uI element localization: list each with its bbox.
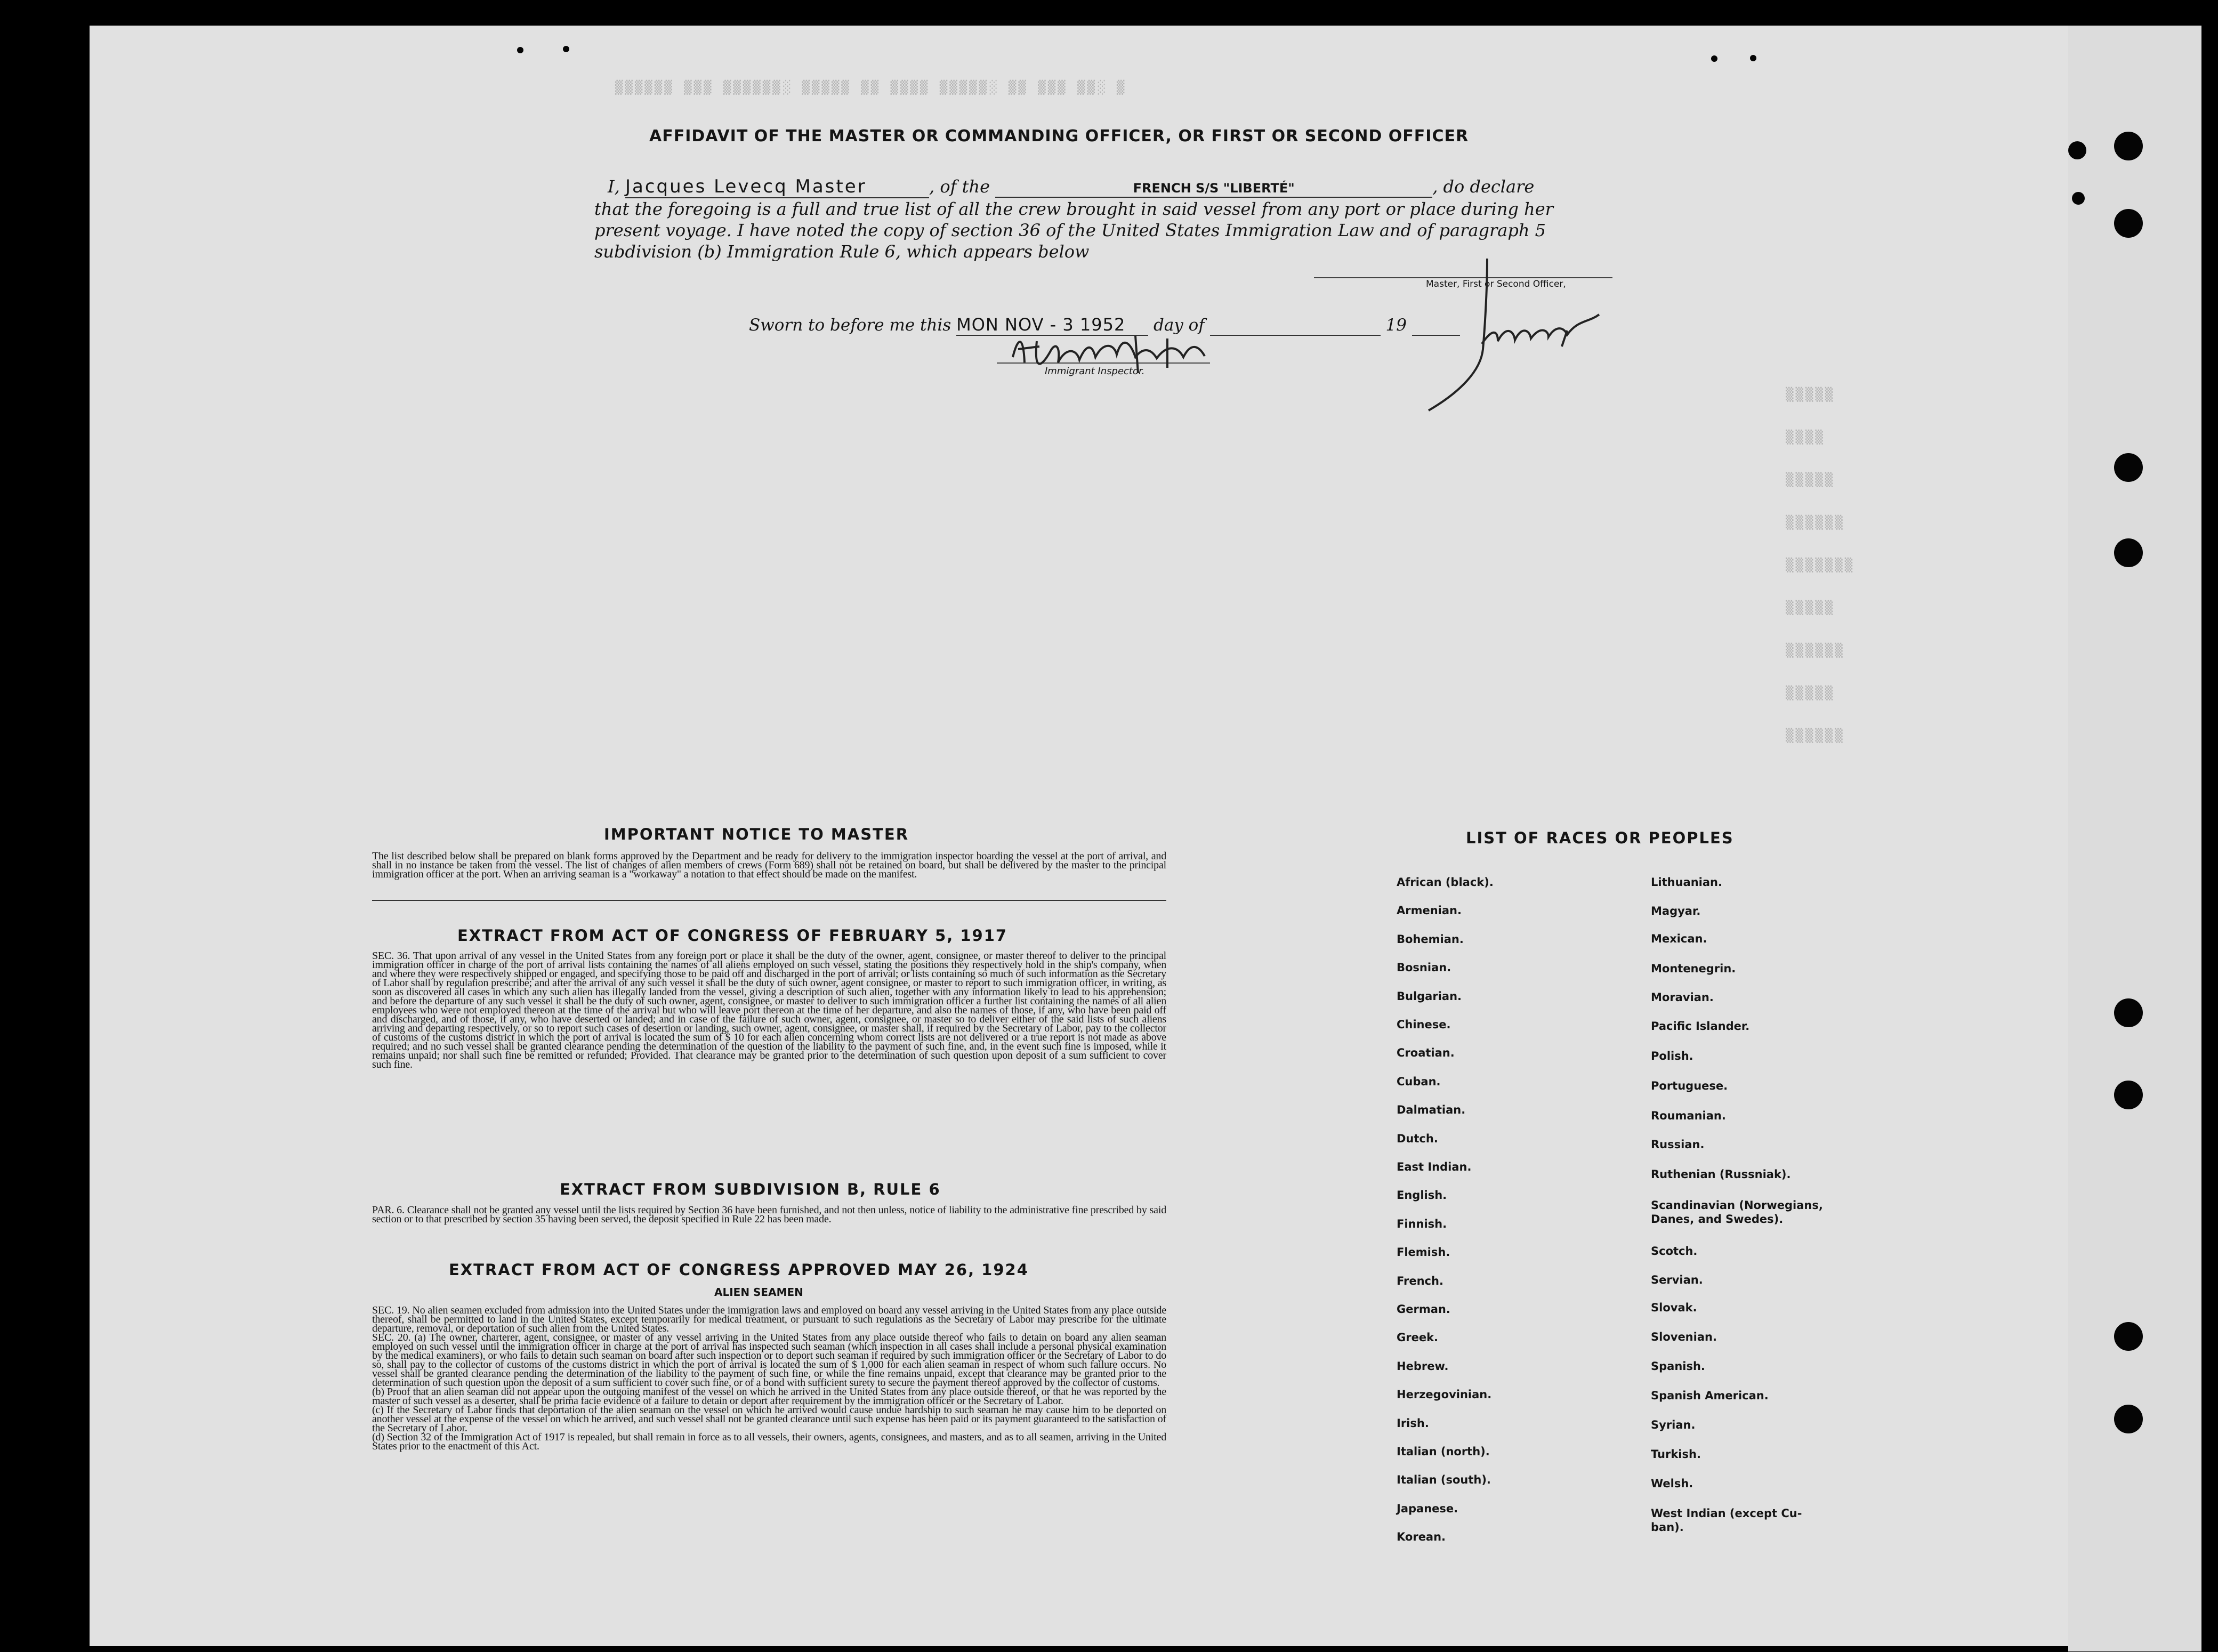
race-item: Scandinavian (Norwegians, bbox=[1651, 1199, 1823, 1212]
race-item: Dalmatian. bbox=[1397, 1103, 1466, 1117]
race-item: Moravian. bbox=[1651, 991, 1714, 1004]
year-prefix: 19 bbox=[1385, 316, 1407, 335]
vessel-field bbox=[995, 176, 1432, 198]
bleed-through: ▒▒▒▒▒ ▒▒▒▒ ▒▒▒▒▒ ▒▒▒▒▒▒ ▒▒▒▒▒▒▒ ▒▒▒▒▒ ▒▒▒▒▒▒ ▒▒▒▒▒ ▒▒▒▒▒▒ bbox=[1786, 387, 1855, 743]
race-item: Slovenian. bbox=[1651, 1331, 1717, 1343]
extract-1924-subtitle: ALIEN SEAMEN bbox=[714, 1286, 803, 1299]
race-item: Danes, and Swedes). bbox=[1651, 1213, 1784, 1226]
day-of-label: day of bbox=[1153, 316, 1205, 335]
race-item: East Indian. bbox=[1397, 1161, 1472, 1173]
extract-1917-title: EXTRACT FROM ACT OF CONGRESS OF FEBRUARY 5, 1917 bbox=[457, 926, 1008, 945]
race-item: Dutch. bbox=[1397, 1132, 1438, 1145]
inspector-signature bbox=[1007, 325, 1231, 384]
race-item: Spanish American. bbox=[1651, 1389, 1769, 1402]
race-item: Servian. bbox=[1651, 1274, 1703, 1286]
punch-hole bbox=[2114, 1322, 2143, 1351]
punch-hole bbox=[2072, 192, 2085, 205]
race-item: Japanese. bbox=[1397, 1502, 1458, 1515]
race-item: Bulgarian. bbox=[1397, 989, 1462, 1003]
date-stamp: MON NOV - 3 1952 bbox=[956, 315, 1126, 335]
race-item: Slovak. bbox=[1651, 1301, 1697, 1314]
mark bbox=[517, 47, 523, 53]
punch-hole bbox=[2114, 209, 2143, 238]
race-item: Bosnian. bbox=[1397, 961, 1451, 974]
punch-hole bbox=[2068, 141, 2086, 159]
mark bbox=[563, 46, 569, 52]
i-label: I, bbox=[608, 176, 620, 197]
race-item: ban). bbox=[1651, 1521, 1684, 1534]
race-item: Irish. bbox=[1397, 1416, 1429, 1430]
sworn-prefix: Sworn to before me this bbox=[749, 316, 951, 335]
race-item: Welsh. bbox=[1651, 1477, 1693, 1490]
race-item: Herzegovinian. bbox=[1397, 1388, 1492, 1401]
master-signature bbox=[1418, 256, 1620, 416]
race-item: Scotch. bbox=[1651, 1245, 1698, 1258]
notice-title: IMPORTANT NOTICE TO MASTER bbox=[604, 825, 909, 843]
extract-1917-text: SEC. 36. That upon arrival of any vessel in the United States from any foreign port or place it shall be the duty of the owner, agent, consignee, or master thereof to deliver to the principal immigration officer in charge of the port of arrival lists containing the names of all aliens employed on such vessel, stating the positions they respectively hold in the ship's company, when and where they were respectively shipped or engaged, and specifying those to be paid off and discharged in the port of arrival; or lists containing so much of such information as the Secretary of Labor shall by regulation prescribe; and after the arrival of any such vessel it shall be the duty of such owner, agent consignee, or master to report to such immigration officer, in writing, as soon as discovered all cases in which any such alien has illegally landed from the vessel, giving a description of such alien, together with any information likely to lead to his apprehension; and before the departure of any such vessel it shall be the duty of such owner, agent, consignee, or master to deliver to such immigration officer a further list containing the names of all alien employees who were not employed thereon at the time of the arrival but who will leave port thereon at the time of her departure, and also the names of those, if any, who have been paid off and discharged, and of those, if any, who have deserted or landed; and in case of the failure of such owner, agent, consignee, or master so to deliver either of the said lists of such aliens arriving and departing respectively, or so to report such cases of desertion or landing, such owner, agent, consignee, or master shall, if required by the Secretary of Labor, pay to the collector of customs of the customs district in which the port of arrival is located the sum of $ 10 for each alien concerning whom correct lists are not delivered or a true report is not made as above required; and no such vessel shall be granted clearance pending the determination of the question of the liability to the payment of such fine, and, in the event such fine is imposed, while it remains unpaid; nor shall such fine be remitted or refunded; Provided. That clearance may be granted prior to the determination of such question upon deposit of a sum sufficient to cover such fine. bbox=[372, 950, 1166, 1070]
race-item: Armenian. bbox=[1397, 904, 1462, 917]
races-title: LIST OF RACES OR PEOPLES bbox=[1466, 829, 1734, 847]
extract-rule6-text: PAR. 6. Clearance shall not be granted any vessel until the lists required by Section 36 have been furnished, and not then unless, notice of liability to the administrative fine prescribed by said section or to that prescribed by section 35 having been served, the deposit specified in Rule 22 has been made. bbox=[372, 1204, 1166, 1225]
sec20a-text: SEC. 20. (a) The owner, charterer, agent, consignee, or master of any vessel arriving in the United States from any place outside thereof who fails to detain on board any alien seaman employed on such vessel until the immigration officer in charge at the port of arrival has inspected such seaman (which inspection in all cases shall include a personal physical examination by the medical examiners), or who fails to detain such seaman on board after such inspection or to deport such seaman if required by such immigration officer or the Secretary of Labor to do so, shall pay to the collector of customs of the customs district in which the port of arrival is located the sum of $ 1,000 for each alien seaman in respect of whom such failure occurs. No vessel shall be granted clearance pending the determination of the liability to the payment of such fine, or while the fine remains unpaid, except that clearance may be granted prior to the determination of such question upon the deposit of a sum sufficient to cover such fine, or of a bond with sufficient surety to secure the payment thereof approved by the collector of customs. bbox=[372, 1332, 1166, 1389]
race-item: Pacific Islander. bbox=[1651, 1020, 1750, 1033]
race-item: Portuguese. bbox=[1651, 1079, 1728, 1092]
punch-hole bbox=[2114, 1405, 2143, 1433]
bleed-through: ▒ ░▒▒ ▒▒▒ ▒▒ ░▒▒▒▒▒ ▒▒▒▒ ▒▒ ▒▒▒▒▒ ░▒▒▒▒▒▒ ▒▒▒ ▒▒▒▒▒▒ bbox=[613, 80, 1125, 95]
extract-1924-text bbox=[372, 1306, 1166, 1451]
race-item: English. bbox=[1397, 1189, 1447, 1202]
race-item: German. bbox=[1397, 1303, 1450, 1316]
race-item: Roumanian. bbox=[1651, 1109, 1726, 1122]
punch-hole bbox=[2114, 132, 2143, 160]
race-item: Italian (north). bbox=[1397, 1445, 1490, 1458]
race-item: West Indian (except Cu- bbox=[1651, 1507, 1802, 1520]
inspector-label: Immigrant Inspector. bbox=[1045, 366, 1145, 377]
sec20c-text: (c) If the Secretary of Labor finds that deportation of the alien seaman on the vessel on which he arrived would cause undue hardship to such seaman he may cause him to be deported on another vessel at the expense of the vessel on which he arrived, and such vessel shall not be granted clearance until such expense has been paid or its payment guaranteed to the satisfaction of the Secretary of Labor. bbox=[372, 1404, 1166, 1434]
race-item: Mexican. bbox=[1651, 932, 1707, 945]
race-item: Magyar. bbox=[1651, 905, 1701, 917]
do-declare-label: , do declare bbox=[1432, 176, 1535, 197]
punch-hole bbox=[2114, 453, 2143, 482]
sec19-text: SEC. 19. No alien seamen excluded from admission into the United States under the immigration laws and employed on board any vessel arriving in the United States from any place outside thereof, shall be permitted to land in the United States, except temporarily for medical treatment, or pursuant to such regulations as the Secretary of Labor may prescribe for the ultimate departure, removal, or deportation of such alien from the United States. bbox=[372, 1304, 1166, 1334]
punch-hole bbox=[2114, 538, 2143, 567]
race-item: Hebrew. bbox=[1397, 1359, 1449, 1373]
race-item: Italian (south). bbox=[1397, 1473, 1491, 1487]
notice-text: The list described below shall be prepared on blank forms approved by the Department and be ready for delivery to the immigration inspector boarding the vessel at the port of arrival, and shall in no instance be taken from the vessel. The list of changes of alien members of crews (Form 689) shall not be retained on board, but shall be delivered by the master to the principal immigration officer at the port. When an arriving seaman is a "workaway" a notation to that effect should be made on the manifest. bbox=[372, 850, 1166, 880]
race-item: Russian. bbox=[1651, 1138, 1705, 1151]
punch-hole bbox=[2114, 1081, 2143, 1109]
sec20b-text: (b) Proof that an alien seaman did not appear upon the outgoing manifest of the vessel on which he arrived in the United States from any place outside thereof, or that he was reported by the master of such vessel as a deserter, shall be prima facie evidence of a failure to detain or deport after requirement by the immigration officer or the Secretary of Labor. bbox=[372, 1386, 1166, 1407]
extract-rule6-title: EXTRACT FROM SUBDIVISION B, RULE 6 bbox=[560, 1180, 941, 1198]
master-name: Jacques Levecq Master bbox=[625, 176, 867, 197]
race-item: Lithuanian. bbox=[1651, 876, 1722, 889]
race-item: African (black). bbox=[1397, 876, 1494, 889]
month-field bbox=[1210, 316, 1381, 336]
race-item: Flemish. bbox=[1397, 1246, 1450, 1259]
race-item: Ruthenian (Russniak). bbox=[1651, 1168, 1791, 1181]
race-item: Syrian. bbox=[1651, 1419, 1696, 1431]
race-item: Spanish. bbox=[1651, 1360, 1705, 1373]
master-name-field bbox=[625, 176, 929, 198]
race-item: Turkish. bbox=[1651, 1448, 1701, 1461]
race-item: Polish. bbox=[1651, 1050, 1693, 1062]
race-item: Montenegrin. bbox=[1651, 962, 1736, 975]
race-item: Croatian. bbox=[1397, 1046, 1455, 1060]
of-the-label: , of the bbox=[929, 176, 990, 197]
body-line-3: subdivision (b) Immigration Rule 6, which appears below bbox=[594, 241, 1090, 262]
race-item: Greek. bbox=[1397, 1331, 1439, 1344]
body-line-2: present voyage. I have noted the copy of section 36 of the United States Immigration Law and of paragraph 5 bbox=[594, 220, 1546, 240]
declaration-line bbox=[608, 176, 1534, 198]
affidavit-title: AFFIDAVIT OF THE MASTER OR COMMANDING OFFICER, OR FIRST OR SECOND OFFICER bbox=[649, 127, 1469, 146]
sec20d-text: (d) Section 32 of the Immigration Act of 1917 is repealed, but shall remain in force as to all vessels, their owners, agents, consignees, and masters, and as to all seamen, arriving in the United States prior to the enactment of this Act. bbox=[372, 1431, 1166, 1452]
body-line-1: that the foregoing is a full and true list of all the crew brought in said vessel from any port or place during her bbox=[594, 199, 1553, 219]
vessel-name: FRENCH S/S "LIBERTÉ" bbox=[1133, 181, 1295, 196]
mark bbox=[1750, 55, 1756, 61]
extract-1924-title: EXTRACT FROM ACT OF CONGRESS APPROVED MAY 26, 1924 bbox=[449, 1261, 1029, 1279]
race-item: Cuban. bbox=[1397, 1075, 1441, 1088]
officer-label: Master, First or Second Officer, bbox=[1426, 279, 1566, 289]
declaration-body bbox=[594, 198, 1607, 262]
mark bbox=[1711, 55, 1717, 62]
race-item: French. bbox=[1397, 1274, 1443, 1287]
race-item: Finnish. bbox=[1397, 1217, 1447, 1230]
race-item: Korean. bbox=[1397, 1530, 1446, 1544]
race-item: Chinese. bbox=[1397, 1018, 1451, 1031]
divider bbox=[372, 900, 1166, 901]
punch-hole bbox=[2114, 998, 2143, 1027]
race-item: Bohemian. bbox=[1397, 932, 1464, 946]
